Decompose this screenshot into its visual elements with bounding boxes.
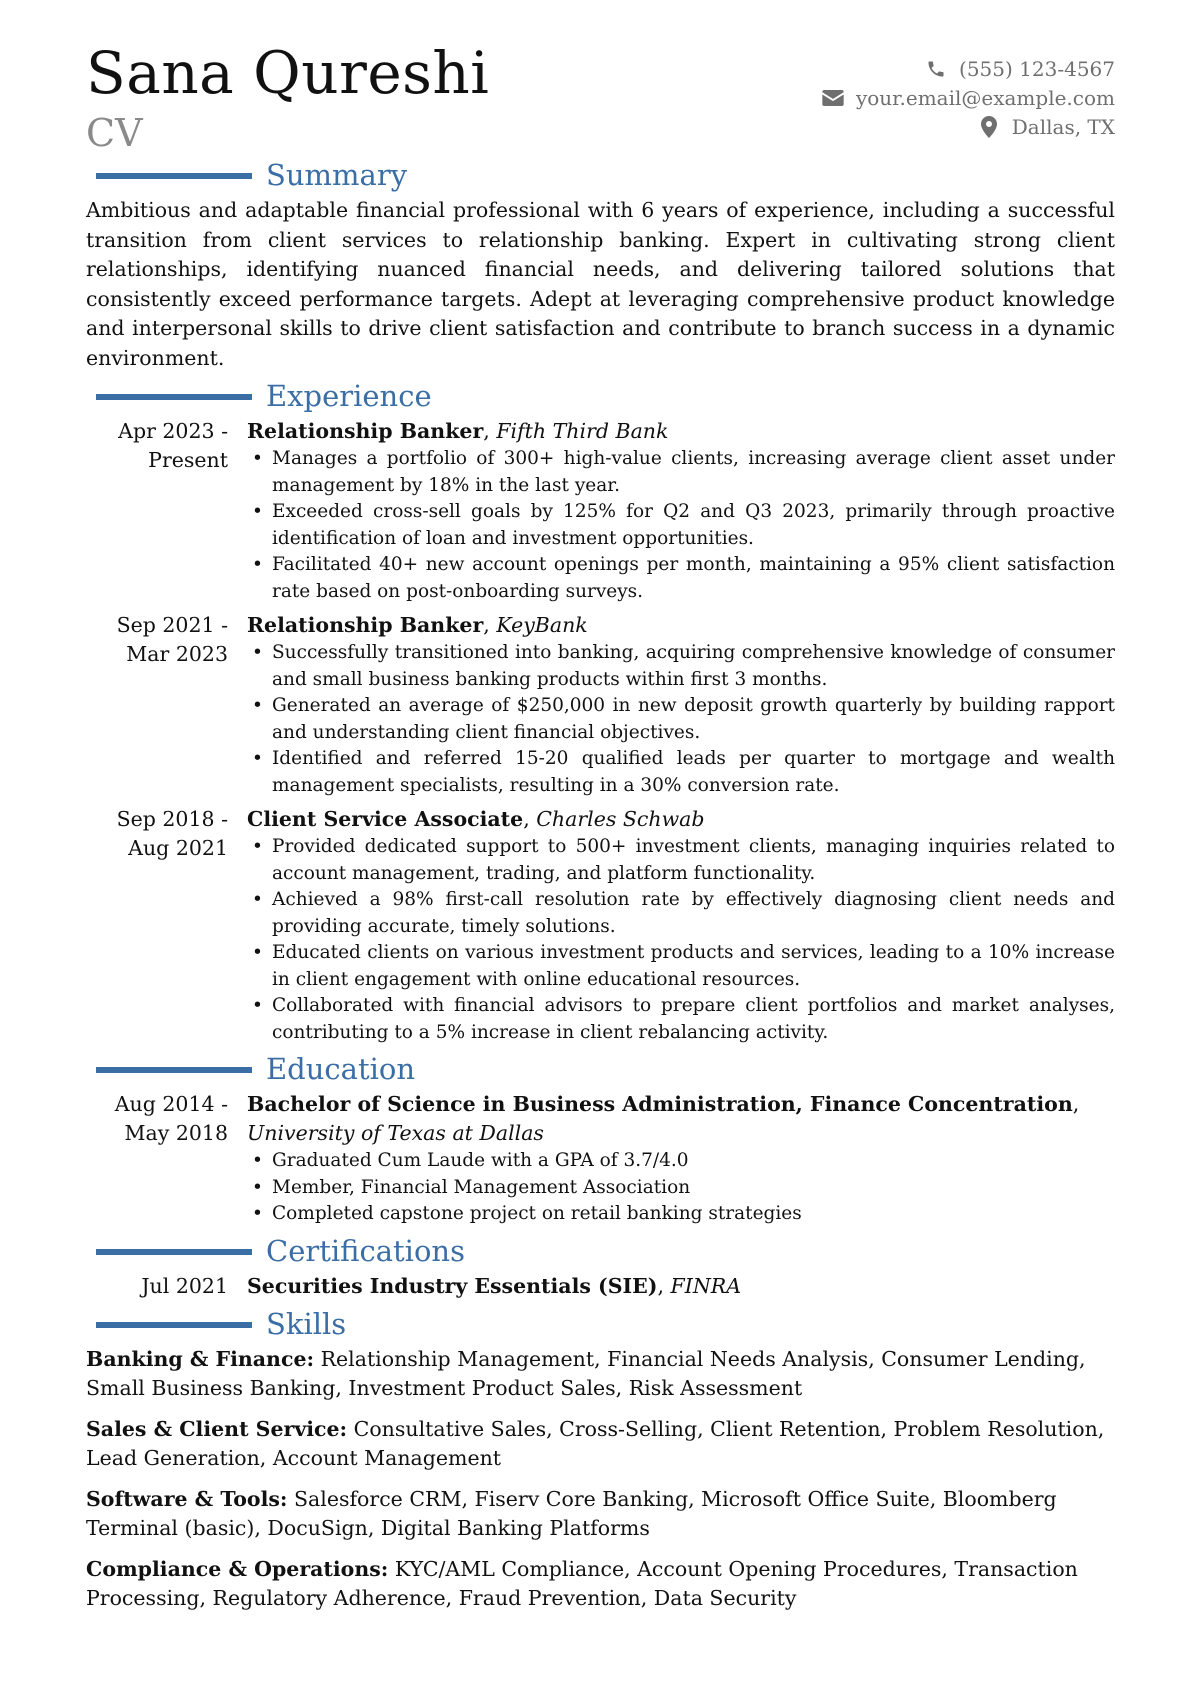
section-heading-skills — [86, 1307, 1115, 1345]
entry-date: Apr 2023 - Present — [118, 419, 228, 472]
entry-organization: KeyBank — [496, 613, 588, 637]
entry-heading: Relationship Banker, Fifth Third Bank — [247, 419, 669, 443]
list-item: • Facilitated 40+ new account openings per month, maintaining a 95% client satisfaction rate based on post-onboarding surveys. — [247, 552, 1115, 605]
skill-group-label: Software & Tools: — [86, 1486, 288, 1511]
skill-group-items: Consultative Sales, Cross-Selling, Client Retention, Problem Resolution, Lead Generation, Account Management — [86, 1416, 1105, 1470]
contact-phone — [820, 54, 1115, 83]
list-item: • Educated clients on various investment products and services, leading to a 10% increase in client engagement with online educational resources. — [247, 940, 1115, 993]
entry-heading: Client Service Associate, Charles Schwab — [247, 807, 705, 831]
entry-bullets — [247, 834, 1115, 1046]
list-item: • Completed capstone project on retail banking strategies — [247, 1201, 1115, 1228]
document-type: CV — [86, 111, 143, 155]
skills-list — [86, 1345, 1115, 1613]
person-name: Sana Qureshi — [86, 39, 490, 107]
section-accent-bar — [96, 1249, 252, 1255]
list-item: • Exceeded cross-sell goals by 125% for Q2 and Q3 2023, primarily through proactive identification of loan and investment opportunities. — [247, 499, 1115, 552]
section-accent-bar — [96, 394, 252, 400]
location-text: Dallas, TX — [1011, 114, 1115, 139]
entry-heading: Securities Industry Essentials (SIE), FINRA — [247, 1273, 742, 1298]
entry-heading: Relationship Banker, KeyBank — [247, 613, 588, 637]
section-accent-bar — [96, 173, 252, 179]
education-entry — [86, 1090, 1115, 1228]
entry-organization: Fifth Third Bank — [496, 419, 669, 443]
section-title: Skills — [266, 1306, 347, 1341]
experience-entry — [86, 417, 1115, 605]
email-text: your.email@example.com — [855, 85, 1115, 110]
section-heading-certifications — [86, 1234, 1115, 1272]
entry-role: Relationship Banker — [247, 419, 484, 443]
section-heading-experience — [86, 379, 1115, 417]
entry-bullets — [247, 640, 1115, 799]
list-item: • Provided dedicated support to 500+ investment clients, managing inquiries related to account management, trading, and platform functionality. — [247, 834, 1115, 887]
section-heading-summary — [86, 158, 1115, 196]
section-title: Experience — [266, 379, 432, 413]
entry-institution: University of Texas at Dallas — [247, 1121, 544, 1145]
experience-entry — [86, 611, 1115, 799]
cv-header — [86, 40, 1115, 158]
list-item: • Achieved a 98% first-call resolution rate by effectively diagnosing client needs and providing accurate, timely solutions. — [247, 887, 1115, 940]
experience-entry — [86, 805, 1115, 1046]
section-title: Summary — [266, 158, 408, 192]
contact-block — [820, 54, 1115, 141]
list-item: • Manages a portfolio of 300+ high-value clients, increasing average client asset under management by 18% in the last year. — [247, 446, 1115, 499]
summary-text: Ambitious and adaptable financial professional with 6 years of experience, including a successful transition from client services to relationship banking. Expert in cultivating strong client relationships, identifying nuanced financial needs, and delivering tailored solutions that consistently exceed performance targets. Adept at leveraging comprehensive product knowledge and interpersonal skills to drive client satisfaction and contribute to branch success in a dynamic environment. — [86, 198, 1115, 370]
section-title: Education — [266, 1052, 416, 1086]
contact-location — [820, 112, 1115, 141]
skill-group — [86, 1485, 1115, 1543]
section-heading-education — [86, 1052, 1115, 1090]
entry-date: Aug 2014 - May 2018 — [114, 1092, 228, 1145]
list-item: • Member, Financial Management Association — [247, 1175, 1115, 1202]
list-item: • Identified and referred 15-20 qualified leads per quarter to mortgage and wealth management specialists, resulting in a 30% conversion rate. — [247, 746, 1115, 799]
section-accent-bar — [96, 1067, 252, 1073]
contact-email — [820, 83, 1115, 112]
section-title: Certifications — [266, 1233, 465, 1268]
entry-organization: Charles Schwab — [536, 807, 705, 831]
skill-group-items: Salesforce CRM, Fiserv Core Banking, Microsoft Office Suite, Bloomberg Terminal (basic), DocuSign, Digital Banking Platforms — [86, 1486, 1057, 1540]
entry-date: Sep 2021 - Mar 2023 — [116, 613, 228, 666]
experience-list — [86, 417, 1115, 1046]
envelope-icon — [820, 90, 846, 106]
entry-issuer: FINRA — [670, 1273, 742, 1298]
entry-degree: Bachelor of Science in Business Administration, Finance Concentration — [247, 1092, 1073, 1116]
entry-bullets — [247, 1148, 1115, 1228]
list-item: • Graduated Cum Laude with a GPA of 3.7/4.0 — [247, 1148, 1115, 1175]
skill-group-label: Banking & Finance: — [86, 1346, 315, 1371]
certification-entry — [86, 1272, 1115, 1301]
entry-bullets — [247, 446, 1115, 605]
section-accent-bar — [96, 1322, 252, 1328]
entry-date: Jul 2021 — [141, 1273, 228, 1298]
list-item: • Successfully transitioned into banking, acquiring comprehensive knowledge of consumer and small business banking products within first 3 months. — [247, 640, 1115, 693]
skill-group-label: Compliance & Operations: — [86, 1556, 389, 1581]
skill-group-items: KYC/AML Compliance, Account Opening Procedures, Transaction Processing, Regulatory Adherence, Fraud Prevention, Data Security — [86, 1556, 1078, 1610]
entry-certification: Securities Industry Essentials (SIE) — [247, 1273, 658, 1298]
entry-role: Client Service Associate — [247, 807, 524, 831]
list-item: • Collaborated with financial advisors to prepare client portfolios and market analyses, contributing to a 5% increase in client rebalancing activity. — [247, 993, 1115, 1046]
list-item: • Generated an average of $250,000 in new deposit growth quarterly by building rapport and understanding client financial objectives. — [247, 693, 1115, 746]
skill-group — [86, 1555, 1115, 1613]
skill-group — [86, 1415, 1115, 1473]
skill-group-items: Relationship Management, Financial Needs Analysis, Consumer Lending, Small Business Banking, Investment Product Sales, Risk Assessment — [86, 1346, 1086, 1400]
cv-page — [86, 40, 1115, 1625]
phone-icon — [923, 59, 949, 79]
skill-group-label: Sales & Client Service: — [86, 1416, 348, 1441]
entry-role: Relationship Banker — [247, 613, 484, 637]
skill-group — [86, 1345, 1115, 1403]
entry-heading: Bachelor of Science in Business Administration, Finance Concentration, University of Texas at Dallas — [247, 1092, 1080, 1145]
entry-date: Sep 2018 - Aug 2021 — [116, 807, 228, 860]
map-pin-icon — [976, 116, 1002, 138]
phone-text: (555) 123-4567 — [959, 56, 1115, 81]
